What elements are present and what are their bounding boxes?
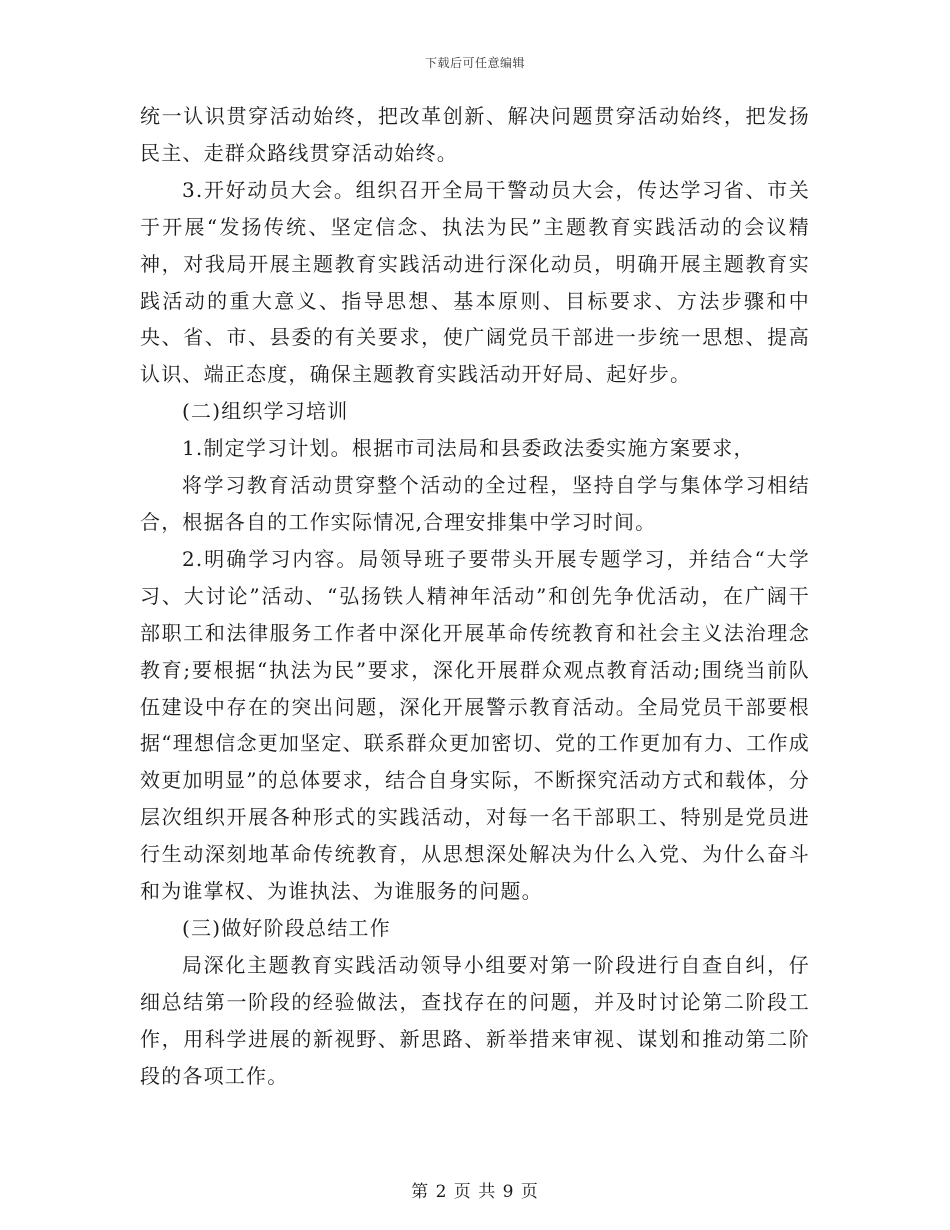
page-header: 下载后可任意编辑 xyxy=(424,56,525,70)
paragraph-6: 局深化主题教育实践活动领导小组要对第一阶段进行自查自纠，仔细总结第一阶段的经验做法，查找存在的问题，并及时讨论第二阶段工作，用科学进展的新视野、新思路、新举措来审视、谋划和推动第二阶段的各项工作。 xyxy=(140,952,810,1088)
document-body xyxy=(140,98,810,1094)
paragraph-3: 1.制定学习计划。根据市司法局和县委政法委实施方案要求， xyxy=(182,436,755,461)
paragraph-1: 统一认识贯穿活动始终，把改革创新、解决问题贯穿活动始终，把发扬民主、走群众路线贯穿活动始终。 xyxy=(140,104,810,165)
paragraph-2: 3.开好动员大会。组织召开全局干警动员大会，传达学习省、市关于开展“发扬传统、坚定信念、执法为民”主题教育实践活动的会议精神，对我局开展主题教育实践活动进行深化动员，明确开展主题教育实践活动的重大意义、指导思想、基本原则、目标要求、方法步骤和中央、省、市、县委的有关要求，使广阔党员干部进一步统一思想、提高认识、端正态度，确保主题教育实践活动开好局、起好步。 xyxy=(140,177,810,387)
page-number: 第 2 页 共 9 页 xyxy=(411,1182,539,1202)
paragraph-4: 将学习教育活动贯穿整个活动的全过程，坚持自学与集体学习相结合，根据各自的工作实际情况,合理安排集中学习时间。 xyxy=(140,473,810,534)
section-heading-3: (三)做好阶段总结工作 xyxy=(182,915,391,940)
paragraph-5: 2.明确学习内容。局领导班子要带头开展专题学习，并结合“大学习、大讨论”活动、“弘扬铁人精神年活动”和创先争优活动，在广阔干部职工和法律服务工作者中深化开展革命传统教育和社会主义法治理念教育;要根据“执法为民”要求，深化开展群众观点教育活动;围绕当前队伍建设中存在的突出问题，深化开展警示教育活动。全局党员干部要根据“理想信念更加坚定、联系群众更加密切、党的工作更加有力、工作成效更加明显”的总体要求，结合自身实际，不断探究活动方式和载体，分层次组织开展各种形式的实践活动，对每一名干部职工、特别是党员进行生动深刻地革命传统教育，从思想深处解决为什么入党、为什么奋斗和为谁掌权、为谁执法、为谁服务的问题。 xyxy=(140,546,810,904)
section-heading-2: (二)组织学习培训 xyxy=(182,399,349,424)
